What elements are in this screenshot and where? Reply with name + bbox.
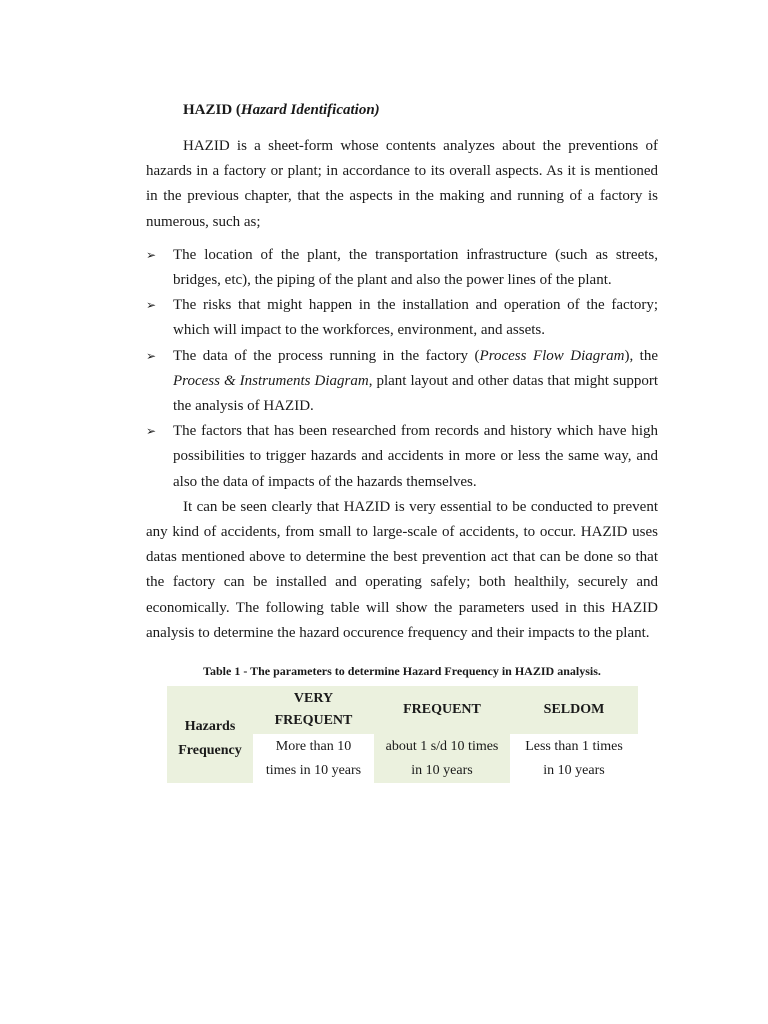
conclusion-paragraph: It can be seen clearly that HAZID is very essential to be conducted to prevent any kind of accidents, from small to large-scale of accidents, to occur. HAZID uses datas mentioned above to determine the best prevention act that can be done so that the factory can be installed and operating safely; both healthily, securely and economically. The following table will show the parameters used in this HAZID analysis to determine the hazard occurence frequency and their impacts to the plant. [146, 498, 658, 641]
column-header-very-frequent [253, 686, 374, 734]
list-item-emphasis: Process Flow Diagram [479, 347, 625, 364]
table-caption: Table 1 - The parameters to determine Hazard Frequency in HAZID analysis. [203, 664, 601, 679]
row-header-line2: Frequency [178, 742, 242, 758]
section-heading [183, 98, 658, 122]
arrow-bullet-icon: ➢ [146, 348, 157, 363]
list-item [146, 293, 658, 343]
list-item [146, 243, 658, 293]
list-item-text: The risks that might happen in the installation and operation of the factory; which will impact to the workforces, environment, and assets. [173, 297, 658, 339]
column-header-frequent: FREQUENT [374, 686, 510, 734]
arrow-bullet-icon: ➢ [146, 298, 157, 313]
arrow-bullet-icon: ➢ [146, 247, 157, 262]
list-item-text-pre: The data of the process running in the factory ( [173, 347, 480, 364]
list-item [146, 344, 658, 420]
table-cell: about 1 s/d 10 times in 10 years [374, 734, 510, 783]
list-item [146, 419, 658, 495]
list-item-text: The location of the plant, the transportation infrastructure (such as streets, bridges, etc), the piping of the plant and also the power lines of the plant. [173, 246, 658, 289]
column-header-line2: FREQUENT [274, 713, 353, 729]
list-item-text-mid: ), the [624, 347, 659, 364]
list-item-text-post: , plant layout and other datas that might support the analysis of HAZID. [173, 372, 658, 415]
hazard-frequency-table [167, 686, 638, 783]
row-header-line1: Hazards [184, 718, 236, 734]
document-page [146, 98, 659, 778]
table-cell: Less than 1 times in 10 years [525, 738, 623, 778]
column-header-line1: VERY [293, 691, 334, 707]
row-header-cell [167, 686, 253, 783]
aspects-list [146, 243, 658, 495]
table-cell: More than 10 times in 10 years [265, 738, 362, 778]
column-header-seldom: SELDOM [510, 686, 638, 734]
list-item-emphasis: Process & Instruments Diagram [173, 372, 369, 389]
intro-paragraph: HAZID is a sheet-form whose contents analyzes about the preventions of hazards in a factory or plant; in accordance to its overall aspects. As it is mentioned in the previous chapter, that the aspects in the making and running of a factory is numerous, such as; [146, 138, 658, 230]
list-item-text: The factors that has been researched from records and history which have high possibilities to trigger hazards and accidents in more or less the same way, and also the data of impacts of the hazards themselves. [173, 423, 658, 490]
heading-italic: Hazard Identification) [240, 102, 380, 118]
arrow-bullet-icon: ➢ [146, 424, 157, 439]
heading-bold: HAZID ( [183, 102, 241, 118]
